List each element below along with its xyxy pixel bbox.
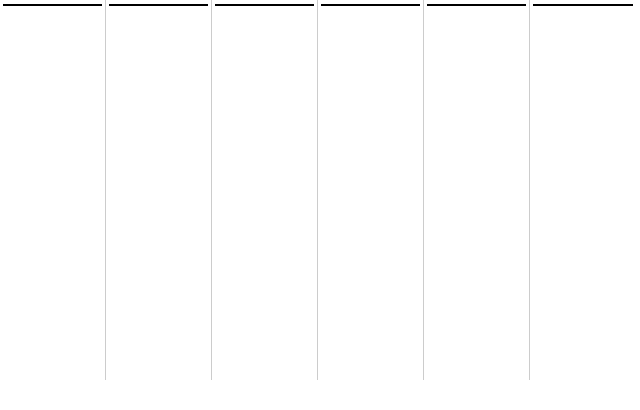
list-item bbox=[321, 8, 420, 18]
item-price bbox=[418, 58, 420, 68]
item-price bbox=[100, 38, 102, 48]
item-price bbox=[418, 28, 420, 38]
list-item bbox=[321, 38, 420, 48]
list-item bbox=[215, 18, 314, 28]
item-name bbox=[427, 48, 524, 58]
item-price bbox=[100, 48, 102, 58]
list-item bbox=[215, 38, 314, 48]
list-item bbox=[321, 18, 420, 28]
item-name bbox=[3, 48, 100, 58]
item-name bbox=[533, 58, 631, 68]
section-header bbox=[215, 4, 314, 6]
list-item bbox=[109, 18, 208, 28]
item-price bbox=[524, 58, 526, 68]
item-price bbox=[631, 28, 633, 38]
list-item bbox=[109, 58, 208, 68]
list-item bbox=[427, 58, 526, 68]
list-item bbox=[533, 28, 633, 38]
list-item bbox=[3, 8, 102, 18]
list-item bbox=[215, 28, 314, 38]
item-name bbox=[215, 18, 312, 28]
item-name bbox=[215, 58, 312, 68]
item-price bbox=[418, 38, 420, 48]
item-name bbox=[427, 58, 524, 68]
item-name bbox=[3, 38, 100, 48]
item-price bbox=[206, 28, 208, 38]
item-name bbox=[3, 18, 100, 28]
item-price bbox=[418, 18, 420, 28]
section-header bbox=[533, 4, 633, 6]
item-price bbox=[524, 48, 526, 58]
item-price bbox=[631, 38, 633, 48]
item-price bbox=[206, 48, 208, 58]
section-header bbox=[427, 4, 526, 6]
item-name bbox=[533, 38, 631, 48]
item-name bbox=[427, 18, 524, 28]
item-price bbox=[631, 48, 633, 58]
item-name bbox=[3, 8, 100, 18]
list-item bbox=[215, 8, 314, 18]
item-price bbox=[206, 58, 208, 68]
list-item bbox=[109, 28, 208, 38]
list-item bbox=[3, 28, 102, 38]
price-column bbox=[424, 0, 530, 380]
price-column bbox=[318, 0, 424, 380]
item-price bbox=[206, 38, 208, 48]
item-name bbox=[109, 8, 206, 18]
list-item bbox=[427, 28, 526, 38]
price-column bbox=[530, 0, 636, 380]
item-price bbox=[312, 48, 314, 58]
item-price bbox=[312, 8, 314, 18]
list-item bbox=[427, 8, 526, 18]
list-item bbox=[533, 8, 633, 18]
item-price bbox=[206, 8, 208, 18]
section-header bbox=[109, 4, 208, 6]
item-name bbox=[3, 58, 100, 68]
section-header bbox=[3, 4, 102, 6]
item-price bbox=[100, 28, 102, 38]
item-name bbox=[321, 48, 418, 58]
item-name bbox=[321, 18, 418, 28]
list-item bbox=[109, 38, 208, 48]
price-column bbox=[0, 0, 106, 380]
item-name bbox=[427, 8, 524, 18]
item-name bbox=[321, 38, 418, 48]
list-item bbox=[533, 58, 633, 68]
list-item bbox=[533, 18, 633, 28]
list-item bbox=[215, 58, 314, 68]
item-price bbox=[312, 18, 314, 28]
list-item bbox=[109, 48, 208, 58]
item-name bbox=[427, 28, 524, 38]
list-item bbox=[427, 18, 526, 28]
item-price bbox=[312, 38, 314, 48]
item-price bbox=[631, 58, 633, 68]
section-header bbox=[321, 4, 420, 6]
item-name bbox=[3, 28, 100, 38]
item-name bbox=[321, 28, 418, 38]
item-price bbox=[312, 28, 314, 38]
item-name bbox=[533, 18, 631, 28]
item-price bbox=[524, 8, 526, 18]
item-name bbox=[215, 38, 312, 48]
price-column bbox=[212, 0, 318, 380]
item-name bbox=[109, 38, 206, 48]
list-item bbox=[321, 48, 420, 58]
list-item bbox=[215, 48, 314, 58]
item-price bbox=[631, 18, 633, 28]
item-name bbox=[215, 8, 312, 18]
list-item bbox=[321, 58, 420, 68]
list-item bbox=[427, 38, 526, 48]
list-item bbox=[3, 48, 102, 58]
list-item bbox=[109, 8, 208, 18]
item-price bbox=[206, 18, 208, 28]
item-price bbox=[524, 38, 526, 48]
item-name bbox=[321, 58, 418, 68]
item-price bbox=[418, 8, 420, 18]
list-item bbox=[321, 28, 420, 38]
item-price bbox=[524, 28, 526, 38]
item-price bbox=[100, 8, 102, 18]
list-item bbox=[3, 18, 102, 28]
item-name bbox=[215, 28, 312, 38]
price-column bbox=[106, 0, 212, 380]
item-price bbox=[312, 58, 314, 68]
footer-disclaimer bbox=[0, 384, 640, 410]
list-item bbox=[3, 58, 102, 68]
item-name bbox=[109, 28, 206, 38]
item-price bbox=[631, 8, 633, 18]
list-item bbox=[427, 48, 526, 58]
item-name bbox=[533, 8, 631, 18]
item-name bbox=[533, 28, 631, 38]
item-name bbox=[109, 18, 206, 28]
list-item bbox=[533, 48, 633, 58]
item-price bbox=[524, 18, 526, 28]
item-price bbox=[418, 48, 420, 58]
item-name bbox=[215, 48, 312, 58]
item-name bbox=[321, 8, 418, 18]
item-price bbox=[100, 58, 102, 68]
item-name bbox=[109, 48, 206, 58]
list-item bbox=[533, 38, 633, 48]
item-name bbox=[109, 58, 206, 68]
item-name bbox=[533, 48, 631, 58]
item-price bbox=[100, 18, 102, 28]
item-name bbox=[427, 38, 524, 48]
list-item bbox=[3, 38, 102, 48]
